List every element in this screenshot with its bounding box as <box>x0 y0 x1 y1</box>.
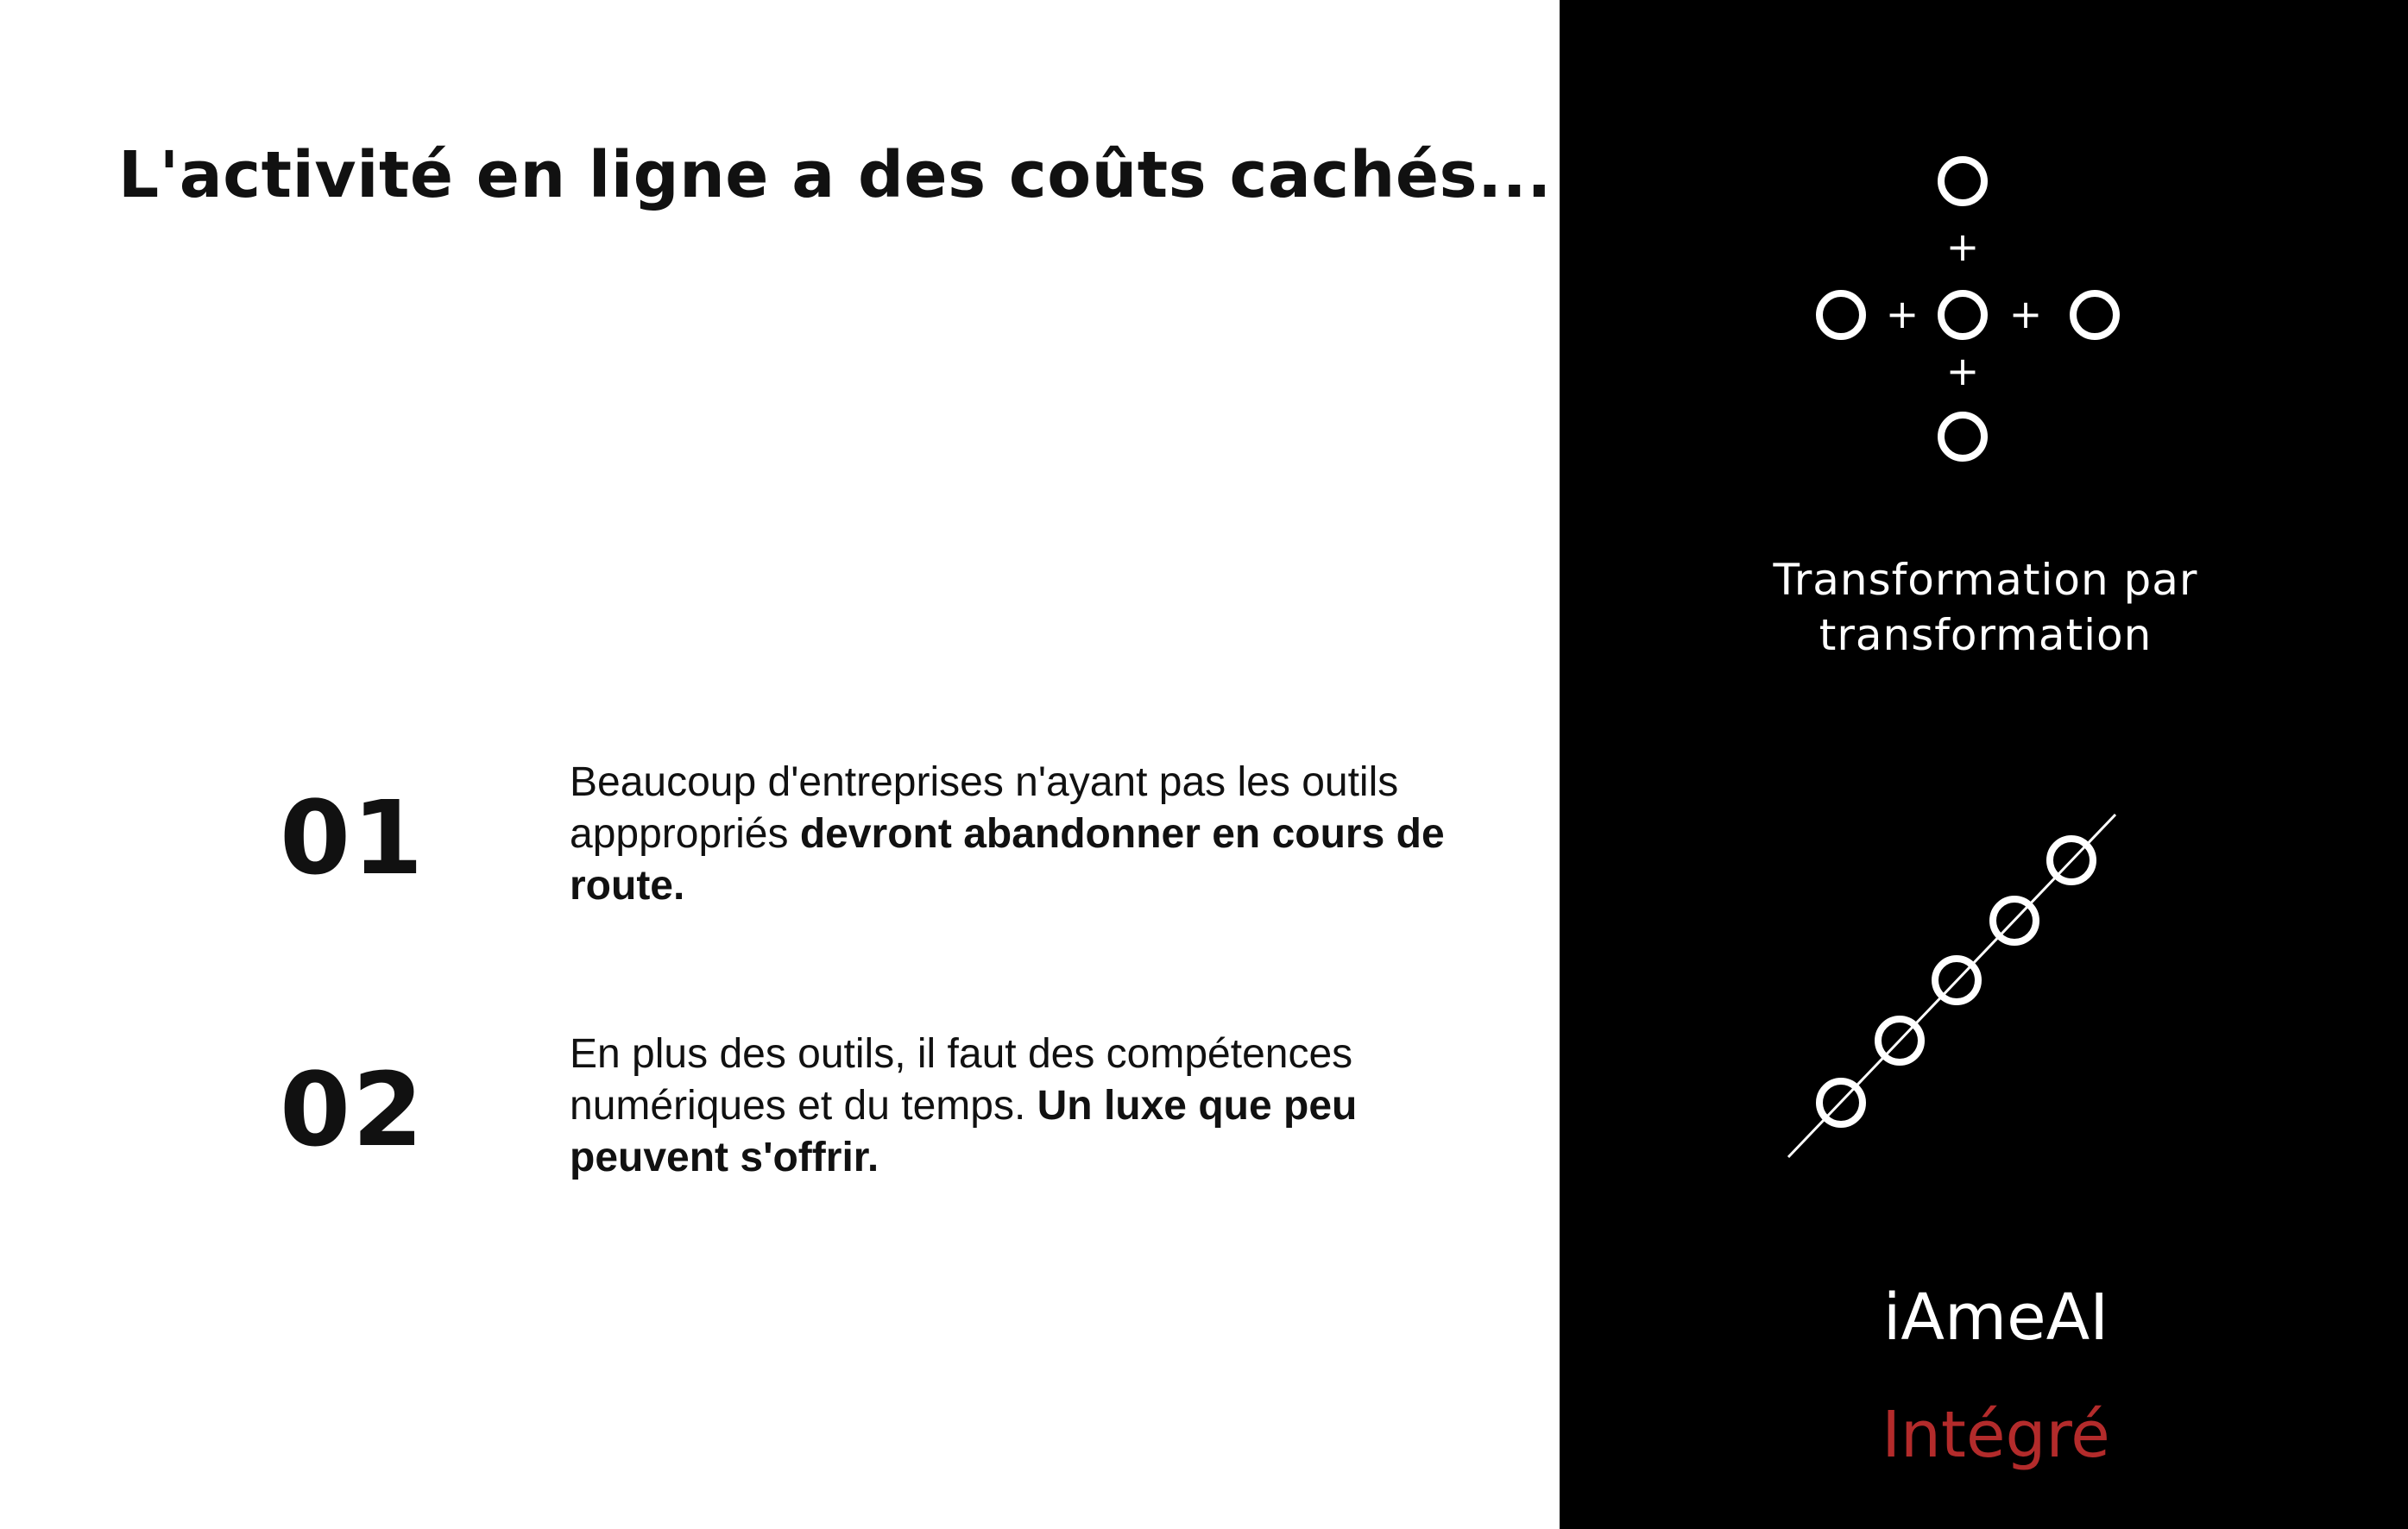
circle-bottom <box>1941 415 1984 458</box>
point-number-02: 02 <box>280 1050 425 1169</box>
point-text-regular: Beaucoup d'entreprises n'ayant pas les outils apppropriés <box>570 759 1399 857</box>
circle-left <box>1819 293 1863 337</box>
circles-cross-plus-icon <box>1819 160 2116 458</box>
brand-name: iAmeAI <box>1882 1280 2109 1355</box>
circle-right <box>2073 293 2116 337</box>
sidebar-subtitle <box>1560 552 2408 663</box>
plus-left: + <box>1885 291 1919 337</box>
point-text-bold: devront abandonner en cours de route. <box>570 811 1445 909</box>
slide-title: L'activité en ligne a des coûts cachés... <box>118 138 1552 212</box>
circles-on-diagonal-line-icon <box>1788 815 2115 1157</box>
plus-right: + <box>2008 291 2043 337</box>
plus-top: + <box>1945 223 1980 270</box>
plus-bottom: + <box>1945 348 1980 394</box>
point-text-bold: Un luxe que peu peuvent s'offrir. <box>570 1083 1358 1180</box>
brand-panel <box>1560 0 2408 1529</box>
point-text-02 <box>570 1029 1485 1184</box>
point-text-01 <box>570 757 1485 912</box>
subtitle-line-2: transformation <box>1819 610 2153 660</box>
brand-tagline: Intégré <box>1882 1398 2110 1472</box>
point-number-01: 01 <box>280 778 425 897</box>
diagonal-line <box>1788 815 2115 1157</box>
circle-top <box>1941 160 1984 203</box>
point-text-regular: En plus des outils, il faut des compétences numériques et du temps. <box>570 1031 1353 1129</box>
subtitle-line-1: Transformation par <box>1773 555 2198 605</box>
circle-center <box>1941 293 1984 337</box>
